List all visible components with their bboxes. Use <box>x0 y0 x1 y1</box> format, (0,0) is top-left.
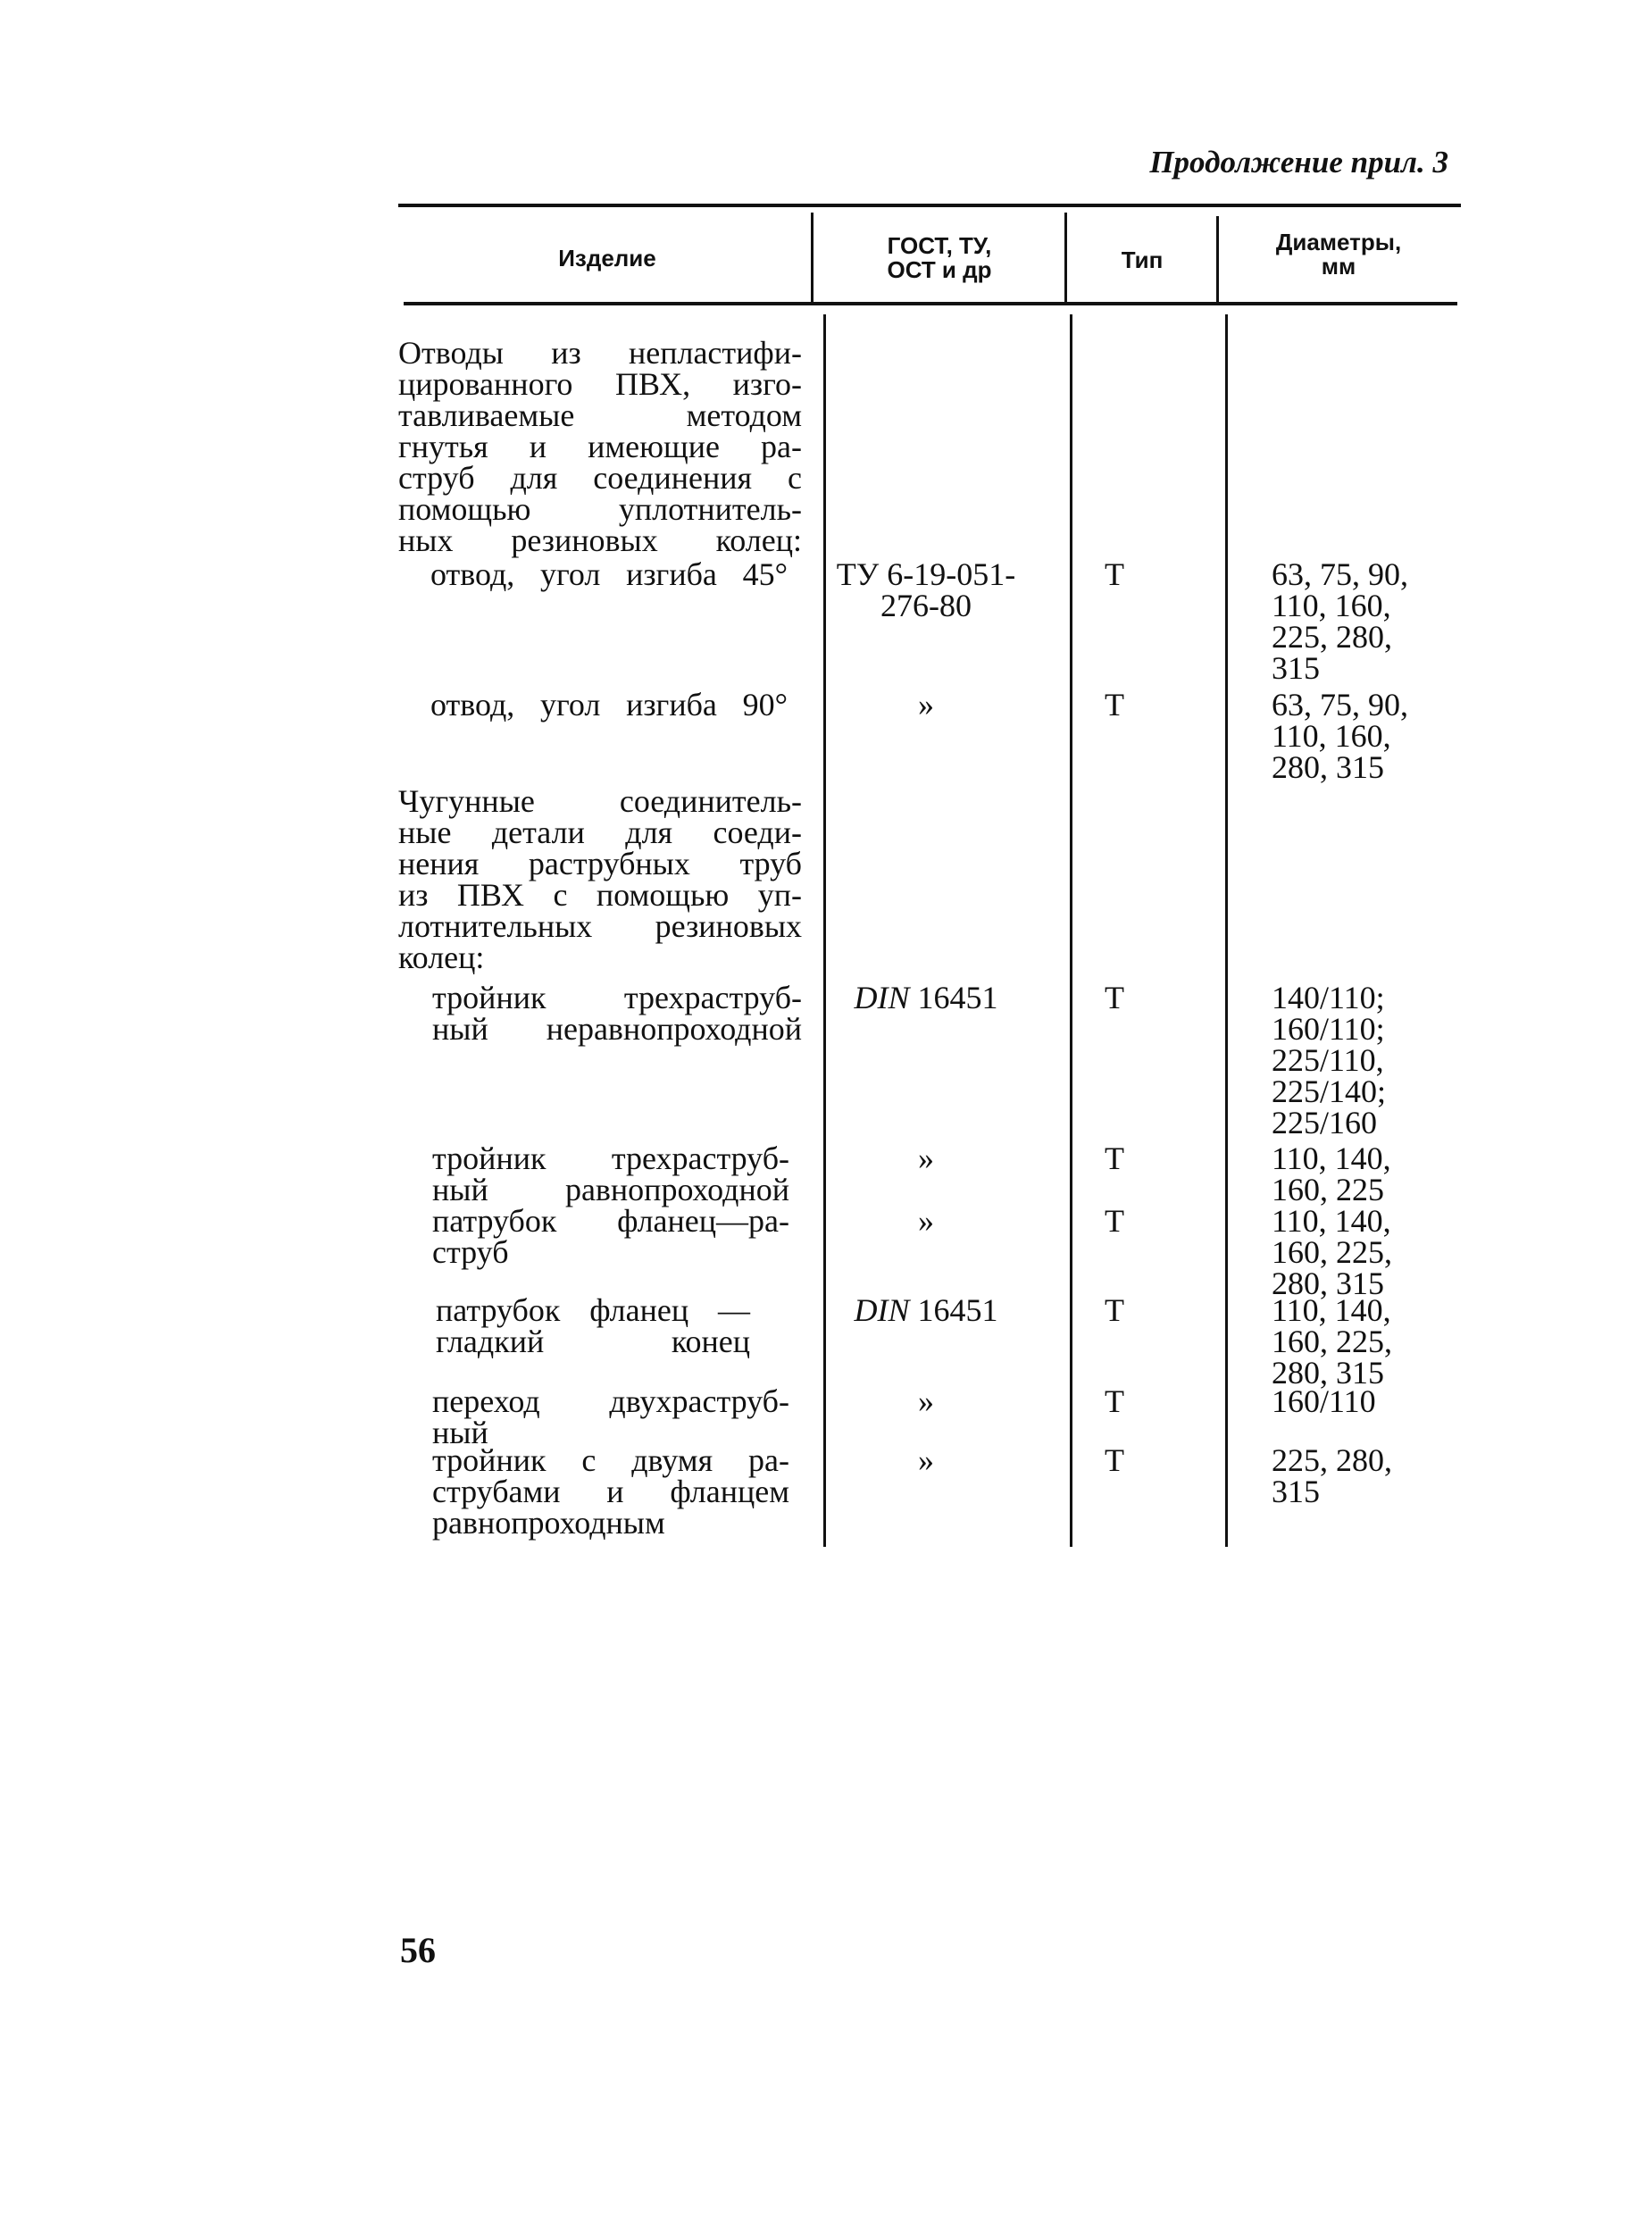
standard-ditto-3: » <box>918 1203 934 1239</box>
din-prefix: DIN <box>854 980 910 1015</box>
item-flange-spigot: патрубок фланец — гладкий конец <box>436 1292 750 1359</box>
type-flange-socket: Т <box>1105 1203 1124 1239</box>
body-divider-3 <box>1225 314 1228 1547</box>
header-diameters: Диаметры, мм <box>1275 229 1402 280</box>
type-bend-45: Т <box>1105 556 1124 592</box>
diameters-flange-spigot: 110, 140, 160, 225, 280, 315 <box>1272 1292 1392 1391</box>
header-divider-1 <box>811 213 813 302</box>
body-divider-2 <box>1070 314 1072 1547</box>
din-prefix: DIN <box>854 1292 910 1328</box>
header-divider-2 <box>1064 213 1067 302</box>
din-number: 16451 <box>917 1292 998 1328</box>
standard-ditto-5: » <box>918 1442 934 1478</box>
diameters-tee-flange: 225, 280, 315 <box>1272 1442 1392 1509</box>
header-product: Изделие <box>558 245 656 271</box>
standard-din-1 <box>825 982 1027 1014</box>
type-tee-equal: Т <box>1105 1140 1124 1176</box>
group-heading-pvc-bends: Отводы из непластифи- цированного ПВХ, изго- тавливаемые методом гнутья и имеющие ра- струб для соединения с помощью уплотнитель- ных резиновых колец: <box>398 335 802 558</box>
item-tee-unequal: тройник трехраструб- ный неравнопроходной <box>432 980 802 1047</box>
item-tee-flange: тройник с двумя ра- струбами и фланцем равнопроходным <box>432 1442 789 1541</box>
table-top-rule <box>398 204 1461 207</box>
diameters-bend-45: 63, 75, 90, 110, 160, 225, 280, 315 <box>1272 556 1408 686</box>
din-number: 16451 <box>917 980 998 1015</box>
diameters-tee-unequal: 140/110; 160/110; 225/110, 225/140; 225/160 <box>1272 980 1387 1140</box>
group-heading-cast-iron: Чугунные соединитель- ные детали для соеди- нения раструбных труб из ПВХ с помощью уп- лотнительных резиновых колец: <box>398 783 802 975</box>
diameters-tee-equal: 110, 140, 160, 225 <box>1272 1140 1391 1207</box>
type-flange-spigot: Т <box>1105 1292 1124 1328</box>
type-tee-flange: Т <box>1105 1442 1124 1478</box>
item-reducer: переход двухраструб- ный <box>432 1383 789 1450</box>
header-divider-3 <box>1216 216 1219 302</box>
page-number: 56 <box>400 1930 436 1970</box>
type-bend-90: Т <box>1105 687 1124 723</box>
standard-ditto-4: » <box>918 1383 934 1419</box>
header-type: Тип <box>1121 246 1164 273</box>
diameters-flange-socket: 110, 140, 160, 225, 280, 315 <box>1272 1203 1392 1301</box>
item-flange-socket: патрубок фланец—ра- струб <box>432 1203 789 1270</box>
standard-ditto-2: » <box>918 1140 934 1176</box>
diameters-bend-90: 63, 75, 90, 110, 160, 280, 315 <box>1272 687 1408 785</box>
standard-din-2 <box>825 1292 1027 1328</box>
item-tee-equal: тройник трехраструб- ный равнопроходной <box>432 1140 789 1207</box>
item-bend-45: отвод, угол изгиба 45° <box>430 556 788 592</box>
standard-tu: ТУ 6-19-051- 276-80 <box>836 556 1016 623</box>
body-divider-1 <box>823 314 826 1547</box>
continuation-caption: Продолжение прил. 3 <box>1149 145 1448 180</box>
standard-ditto-1: » <box>918 687 934 723</box>
type-tee-unequal: Т <box>1105 980 1124 1015</box>
header-bottom-rule <box>404 302 1457 305</box>
diameters-reducer: 160/110 <box>1272 1383 1376 1419</box>
header-standard: ГОСТ, ТУ, ОСТ и др <box>887 232 992 283</box>
type-reducer: Т <box>1105 1383 1124 1419</box>
item-bend-90: отвод, угол изгиба 90° <box>430 687 788 723</box>
